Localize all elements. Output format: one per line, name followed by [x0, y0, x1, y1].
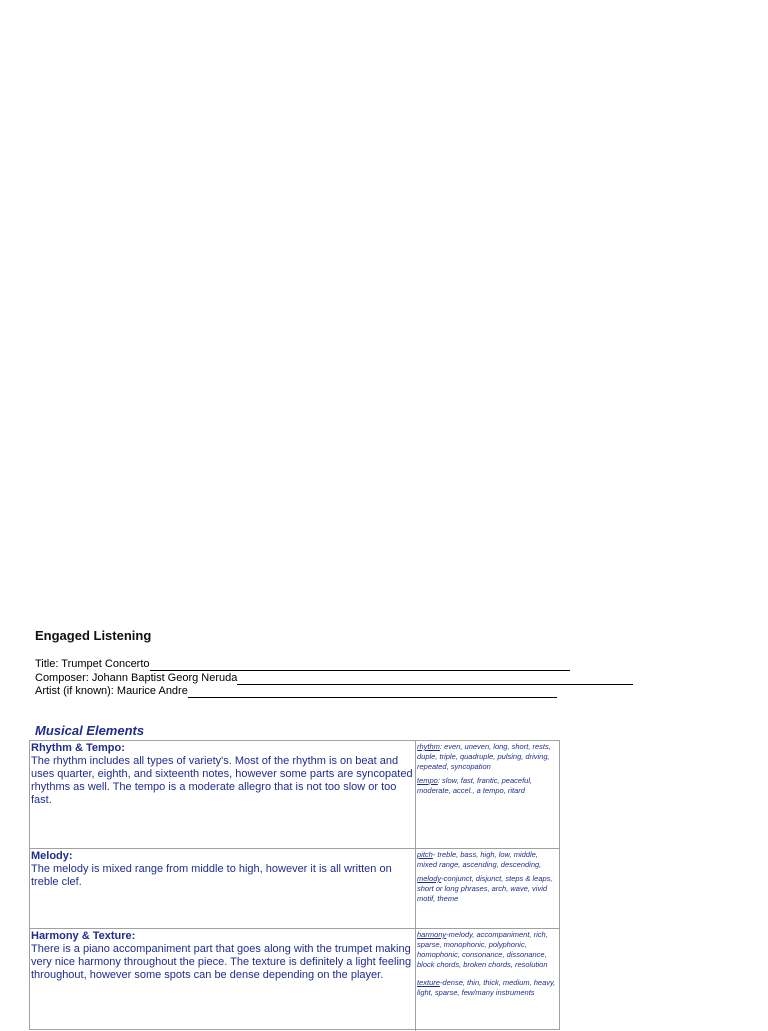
hint-term: texture: [417, 978, 440, 987]
table-row-harmony: [30, 929, 559, 1031]
composer-underline: [237, 673, 633, 685]
harmony-cell: [30, 929, 416, 1031]
harmony-hints: [416, 929, 559, 1031]
hint-term: harmony: [417, 930, 447, 939]
hint-text: - treble, bass, high, low, middle, mixed range, ascending, descending,: [417, 850, 542, 869]
table-row-rhythm: [30, 741, 559, 849]
rhythm-cell: [30, 741, 416, 848]
hint-text: -dense, thin, thick, medium, heavy, light, sparse, few/many instruments: [417, 978, 556, 997]
composer-field: [35, 672, 633, 685]
hint-text: -conjunct, disjunct, steps & leaps, short or long phrases, arch, wave, vivid motif, theme: [417, 874, 553, 903]
artist-underline: [188, 686, 557, 698]
melody-label: Melody:: [31, 850, 73, 862]
hint-term: melody: [417, 874, 442, 883]
harmony-text: There is a piano accompaniment part that goes along with the trumpet making very nice harmony throughout the piece. The texture is definitely a light feeling throughout, however some spots can be dense depending on the player.: [31, 943, 412, 981]
section-title: Musical Elements: [35, 723, 145, 738]
musical-elements-table: [29, 740, 560, 1030]
title-field: [35, 658, 570, 671]
hint-term: rhythm: [417, 742, 440, 751]
hint-term: tempo: [417, 776, 438, 785]
harmony-label: Harmony & Texture:: [31, 930, 136, 942]
page-heading: Engaged Listening: [35, 628, 152, 643]
rhythm-hints: [416, 741, 559, 848]
title-underline: [150, 659, 570, 671]
rhythm-text: The rhythm includes all types of variety's. Most of the rhythm is on beat and uses quarter, eighth, and sixteenth notes, however some parts are syncopated rhythms as well. The tempo is a moderate allegro that is not too slow or too fast.: [31, 755, 413, 806]
table-row-melody: [30, 849, 559, 929]
rhythm-label: Rhythm & Tempo:: [31, 742, 125, 754]
melody-hints: [416, 849, 559, 928]
hint-text: : slow, fast, frantic, peaceful, moderate, accel., a tempo, ritard: [417, 776, 533, 795]
hint-text: -melody, accompaniment, rich, sparse, monophonic, polyphonic, homophonic, consonance, dissonance, block chords, broken chords, resolution: [417, 930, 548, 969]
hint-term: pitch: [417, 850, 433, 859]
artist-label: Artist (if known): Maurice Andre: [35, 685, 188, 697]
composer-label: Composer: Johann Baptist Georg Neruda: [35, 672, 238, 684]
title-label: Title: Trumpet Concerto: [35, 658, 150, 670]
melody-cell: [30, 849, 416, 928]
artist-field: [35, 685, 557, 698]
melody-text: The melody is mixed range from middle to high, however it is all written on treble clef.: [31, 863, 392, 888]
hint-text: : even, uneven, long, short, rests, duple, triple, quadruple, pulsing, driving, repeated, syncopation: [417, 742, 551, 771]
